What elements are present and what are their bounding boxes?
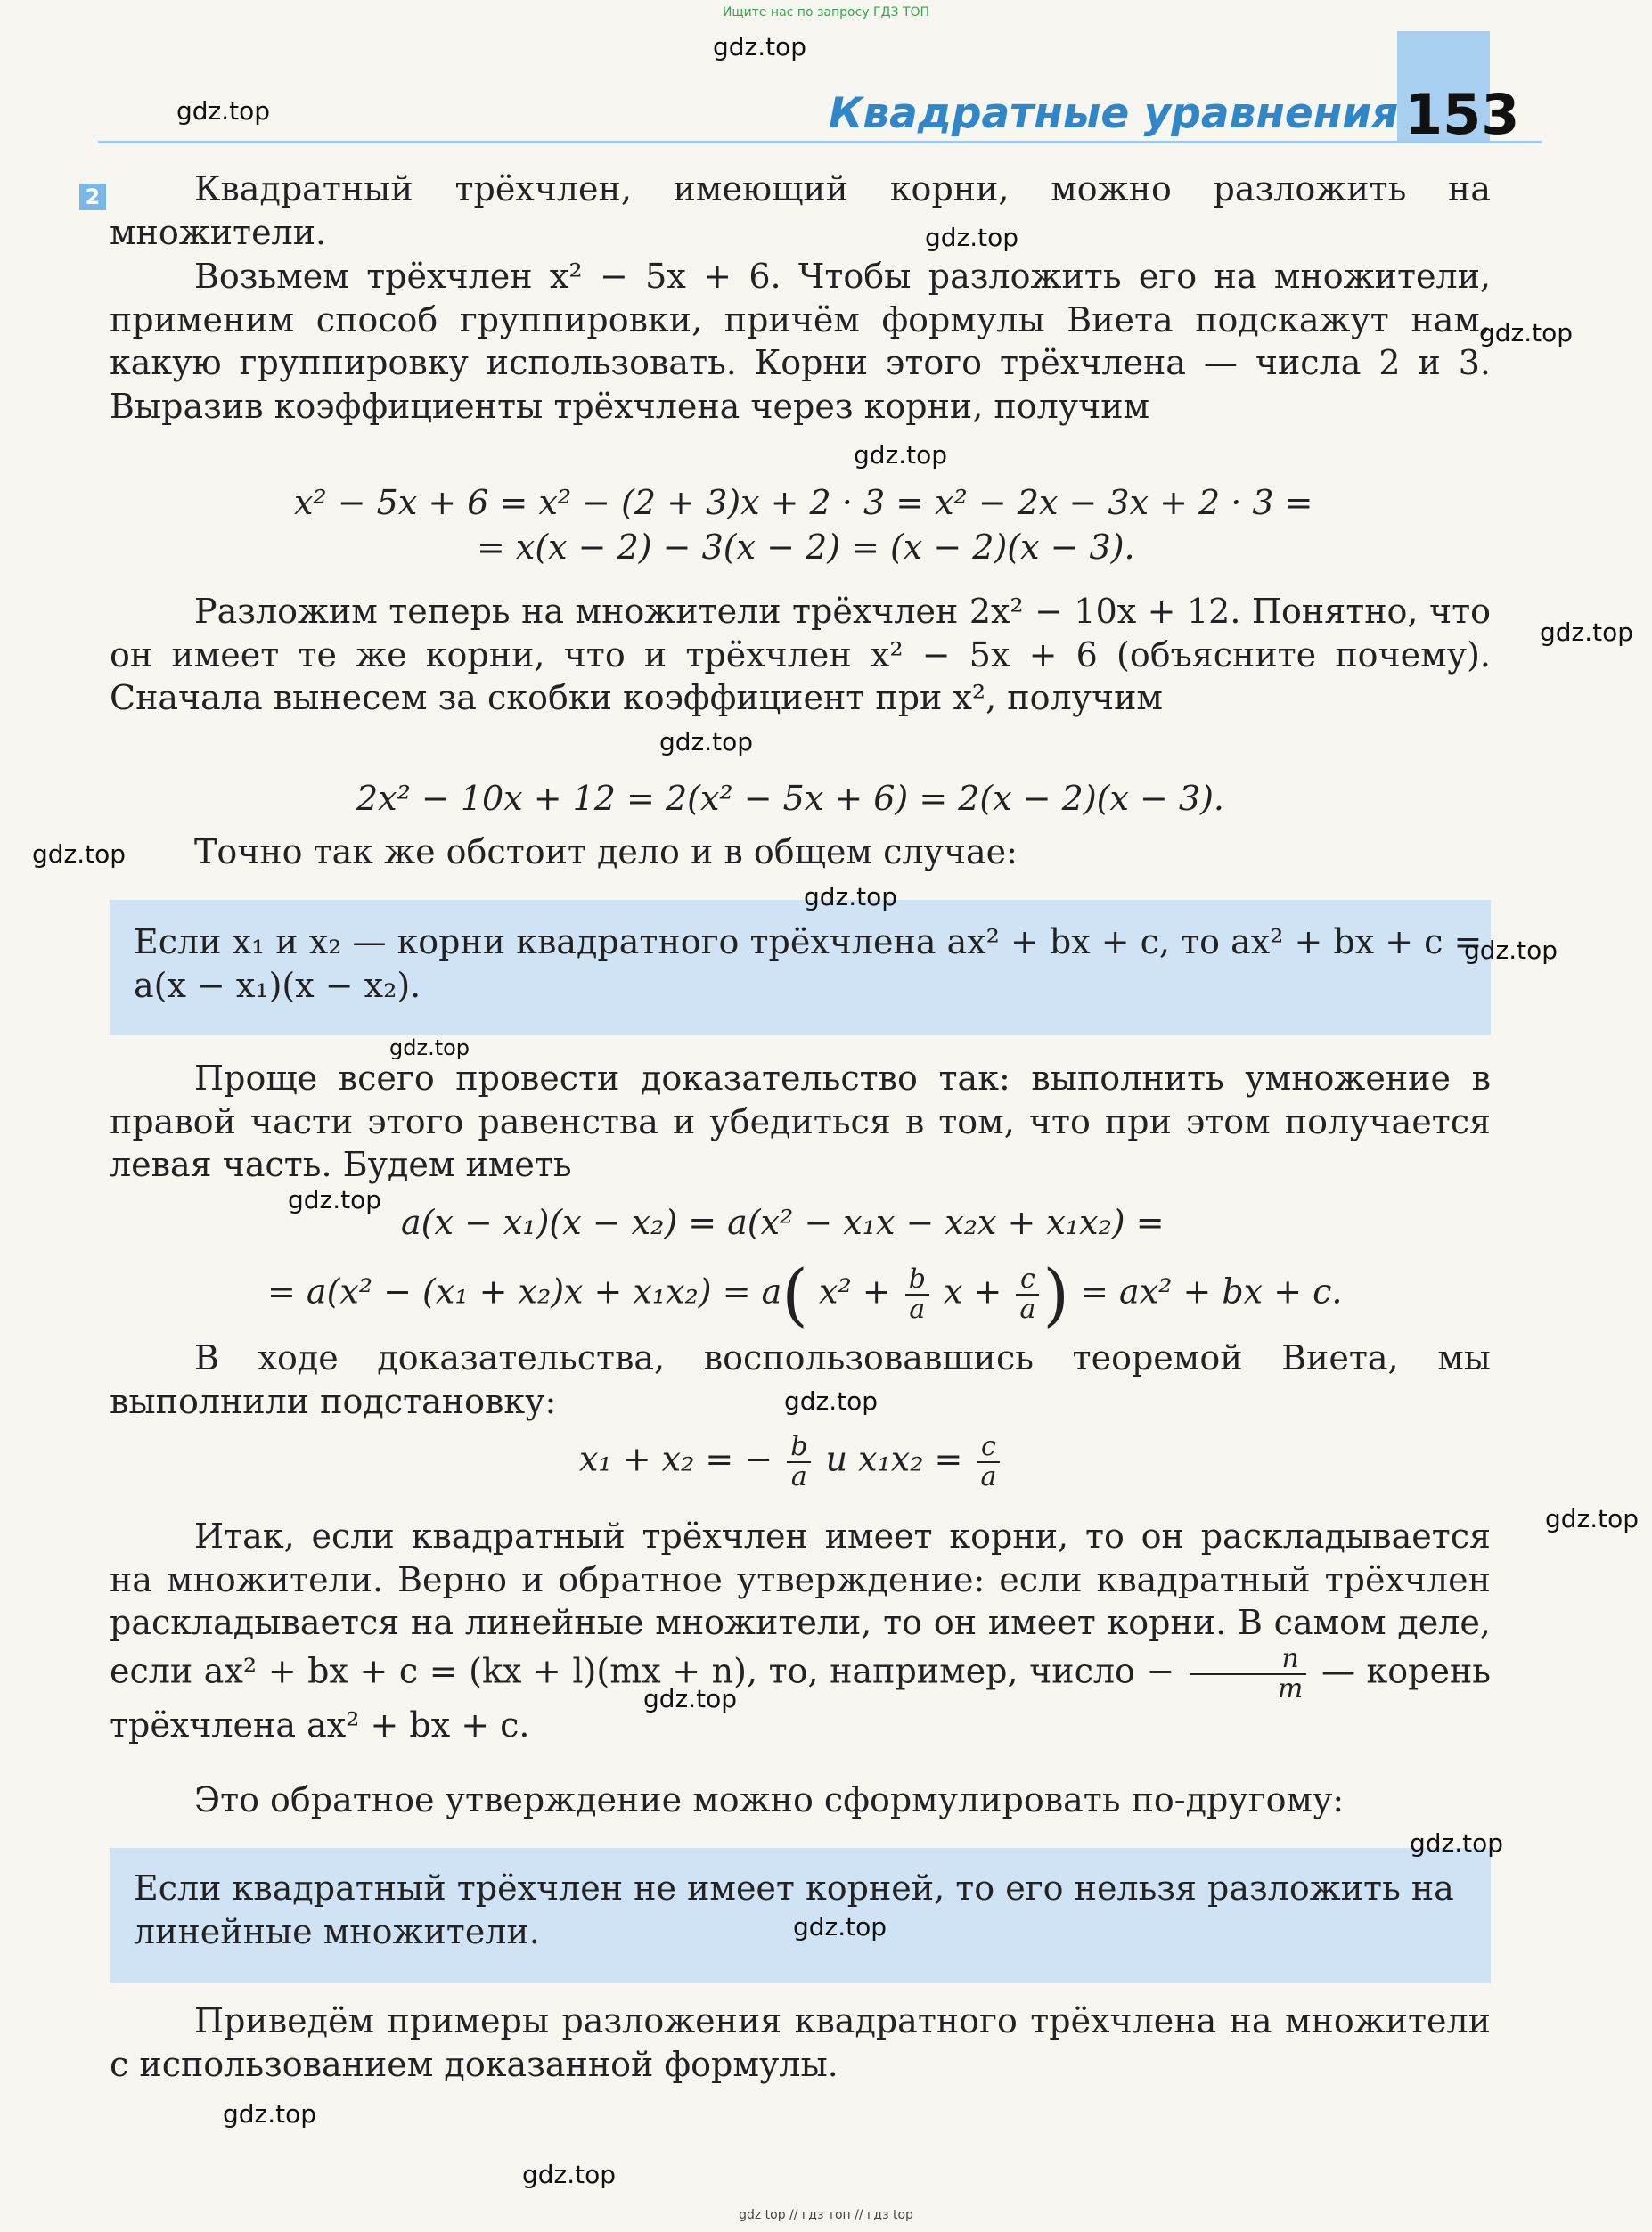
- paragraph-9: Приведём примеры разложения квадратного трёхчлена на множители с использованием доказанной формулы.: [110, 2001, 1491, 2084]
- watermark: gdz.top: [659, 727, 754, 756]
- equation-4-part-b: и x₁x₂ =: [825, 1439, 963, 1479]
- fraction-denominator: a: [1019, 1294, 1036, 1325]
- watermark: gdz.top: [804, 882, 898, 912]
- paragraph-5: Проще всего провести доказательство так: выполнить умножение в правой части этого равенства и убедиться в том, что при этом получается левая часть. Будем иметь: [110, 1059, 1491, 1184]
- equation-3-line-2: = a(x² − (x₁ + x₂)x + x₁x₂) = a( x² + $\frac{b}{a}$ x + $\frac{c}{a}$ ) = ax² + bx + c.: [267, 1255, 1343, 1334]
- paragraph-7-end: — корень трёхчлена ax² + bx + c.: [110, 1651, 1491, 1745]
- watermark: gdz.top: [522, 2160, 617, 2189]
- paragraph-3: Разложим теперь на множители трёхчлен 2x² − 10x + 12. Понятно, что он имеет те же корни, что и трёхчлен x² − 5x + 6 (объясните почему). Сначала вынесем за скобки коэффициент при x², получим: [110, 592, 1491, 717]
- equation-3-part-a: = a(x² − (x₁ + x₂)x + x₁x₂) = a: [267, 1271, 782, 1312]
- equation-3-part-d: = ax² + bx + c.: [1080, 1271, 1343, 1312]
- fraction-denominator: m: [1277, 1672, 1304, 1705]
- fraction-n-over-m: [1190, 1642, 1306, 1705]
- paragraph-6: В ходе доказательства, воспользовавшись теоремой Виета, мы выполнили подстановку:: [110, 1338, 1491, 1421]
- fraction-numerator: c: [1016, 1265, 1039, 1296]
- fraction-numerator: b: [787, 1433, 811, 1463]
- watermark: gdz.top: [1545, 1504, 1640, 1533]
- watermark: gdz.top: [925, 223, 1019, 252]
- fraction-denominator: a: [909, 1294, 926, 1325]
- watermark: gdz.top: [176, 96, 271, 126]
- top-note: Ищите нас по запросу ГДЗ ТОП: [722, 5, 930, 20]
- equation-3-part-b: x² +: [819, 1271, 891, 1312]
- watermark: gdz.top: [1464, 936, 1558, 965]
- paragraph-4: Точно так же обстоит дело и в общем случае:: [194, 832, 1018, 871]
- fraction-denominator: a: [790, 1461, 807, 1492]
- watermark: gdz.top: [854, 440, 948, 470]
- fraction-c-over-a: [1016, 1265, 1039, 1324]
- watermark: gdz.top: [1540, 617, 1634, 647]
- chapter-title: Квадратные уравнения: [829, 89, 1399, 138]
- header-rule: [98, 141, 1542, 143]
- equation-1-line-1: x² − 5x + 6 = x² − (2 + 3)x + 2 · 3 = x² − 2x − 3x + 2 · 3 =: [294, 483, 1313, 522]
- watermark: gdz.top: [1410, 1828, 1504, 1858]
- watermark: gdz.top: [643, 1684, 738, 1713]
- section-marker: 2: [79, 184, 106, 210]
- watermark: gdz.top: [1479, 318, 1574, 347]
- paragraph-7: [110, 1515, 1491, 1746]
- bottom-note: gdz top // гдз топ // гдз top: [739, 2208, 913, 2222]
- watermark: gdz.top: [784, 1386, 879, 1416]
- equation-3-part-c: x +: [944, 1271, 1002, 1312]
- watermark: gdz.top: [32, 839, 127, 869]
- watermark: gdz.top: [793, 1912, 887, 1942]
- paragraph-2: Возьмем трёхчлен x² − 5x + 6. Чтобы разложить его на множители, применим способ группировки, причём формулы Виета подскажут нам, какую группировку использовать. Корни этого трёхчлена — числа 2 и 3. Выразив коэффициенты трёхчлена через корни, получим: [110, 257, 1491, 426]
- fraction-numerator: b: [905, 1265, 929, 1296]
- watermark: gdz.top: [389, 1035, 470, 1060]
- fraction-numerator: c: [977, 1433, 1000, 1463]
- theorem-2-text: Если квадратный трёхчлен не имеет корней, то его нельзя разложить на линейные множители.: [134, 1868, 1454, 1951]
- equation-1-line-2: = x(x − 2) − 3(x − 2) = (x − 2)(x − 3).: [477, 527, 1135, 567]
- fraction-numerator: n: [1190, 1645, 1306, 1675]
- fraction-c-over-a-2: [977, 1433, 1000, 1492]
- paragraph-7-text: Итак, если квадратный трёхчлен имеет корни, то он раскладывается на множители. Верно и обратное утверждение: если квадратный трёхчлен раскладывается на линейные множители, то он имеет корни. В самом деле, если ax² + bx + c = (kx + l)(mx + n), то, например, число −: [110, 1517, 1491, 1690]
- fraction-denominator: a: [980, 1461, 997, 1492]
- page-number: 153: [1404, 82, 1520, 147]
- fraction-b-over-a-2: [787, 1433, 811, 1492]
- paragraph-8: Это обратное утверждение можно сформулировать по-другому:: [194, 1780, 1345, 1819]
- equation-4-part-a: x₁ + x₂ = −: [579, 1439, 773, 1479]
- watermark: gdz.top: [288, 1185, 382, 1214]
- theorem-1-text: Если x₁ и x₂ — корни квадратного трёхчлена ax² + bx + c, то ax² + bx + c = a(x − x₁)(x − x₂).: [134, 922, 1483, 1005]
- equation-4: [579, 1433, 1003, 1492]
- equation-3-line-1: a(x − x₁)(x − x₂) = a(x² − x₁x − x₂x + x₁x₂) =: [401, 1203, 1165, 1242]
- paragraph-1: Квадратный трёхчлен, имеющий корни, можно разложить на множители.: [110, 169, 1491, 252]
- watermark: gdz.top: [223, 2099, 317, 2129]
- watermark: gdz.top: [713, 32, 807, 61]
- equation-2: 2x² − 10x + 12 = 2(x² − 5x + 6) = 2(x − 2)(x − 3).: [356, 779, 1225, 818]
- fraction-b-over-a: [905, 1265, 929, 1324]
